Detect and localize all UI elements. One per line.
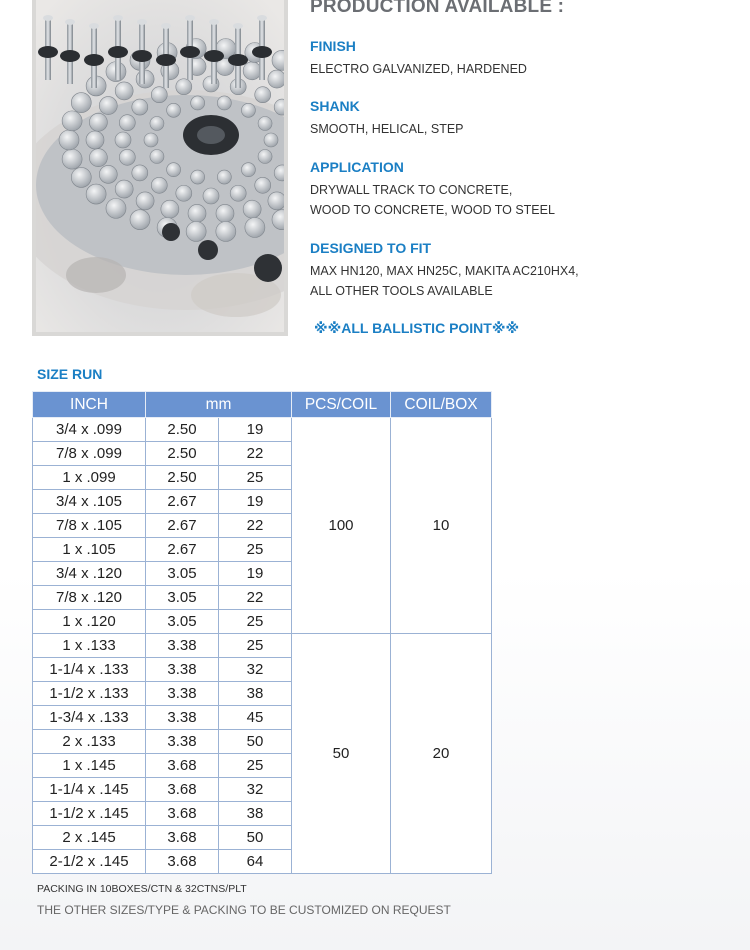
cell-length-mm: 19 xyxy=(219,562,292,586)
cell-inch: 2-1/2 x .145 xyxy=(33,850,146,874)
size-run-table xyxy=(32,391,492,874)
cell-length-mm: 22 xyxy=(219,514,292,538)
nail-head xyxy=(89,149,107,167)
spec-finish xyxy=(310,38,527,79)
nail-head xyxy=(255,177,271,193)
nail-washer xyxy=(180,46,200,58)
cell-diameter-mm: 3.05 xyxy=(146,586,219,610)
customization-note: THE OTHER SIZES/TYPE & PACKING TO BE CUSTOMIZED ON REQUEST xyxy=(37,903,451,917)
cell-inch: 3/4 x .120 xyxy=(33,562,146,586)
nail-head xyxy=(115,180,133,198)
nail-head xyxy=(115,132,131,148)
table-header-row xyxy=(33,392,492,418)
cell-length-mm: 19 xyxy=(219,418,292,442)
nail-head xyxy=(119,149,135,165)
nail-head xyxy=(150,149,164,163)
spec-heading: DESIGNED TO FIT xyxy=(310,240,432,256)
nail-head xyxy=(186,221,206,241)
nail-head xyxy=(176,185,192,201)
cell-inch: 3/4 x .105 xyxy=(33,490,146,514)
nail-head xyxy=(132,99,148,115)
cell-inch: 1 x .145 xyxy=(33,754,146,778)
cell-length-mm: 25 xyxy=(219,754,292,778)
cell-inch: 1 x .099 xyxy=(33,466,146,490)
cell-inch: 1-1/2 x .133 xyxy=(33,682,146,706)
cell-diameter-mm: 3.38 xyxy=(146,730,219,754)
cell-length-mm: 32 xyxy=(219,778,292,802)
nail-head xyxy=(130,210,150,230)
cell-diameter-mm: 2.50 xyxy=(146,418,219,442)
nail-head xyxy=(151,177,167,193)
nail-head xyxy=(89,113,107,131)
cell-inch: 1 x .133 xyxy=(33,634,146,658)
spec-line: ELECTRO GALVANIZED, HARDENED xyxy=(310,62,527,76)
nail-head xyxy=(255,87,271,103)
production-title: PRODUCTION AVAILABLE : xyxy=(310,0,565,17)
nail-head xyxy=(86,131,104,149)
cell-diameter-mm: 3.38 xyxy=(146,634,219,658)
cell-diameter-mm: 3.68 xyxy=(146,826,219,850)
spec-line: DRYWALL TRACK TO CONCRETE, xyxy=(310,183,513,197)
nail-washer xyxy=(108,46,128,58)
nail-tip xyxy=(65,19,75,25)
cell-length-mm: 25 xyxy=(219,634,292,658)
cell-inch: 2 x .133 xyxy=(33,730,146,754)
ballistic-point-note: ※※ALL BALLISTIC POINT※※ xyxy=(314,320,520,336)
nail-head xyxy=(243,200,261,218)
nail-head xyxy=(188,204,206,222)
cell-inch: 1 x .105 xyxy=(33,538,146,562)
table-row xyxy=(33,634,492,658)
nail-head xyxy=(216,221,236,241)
nail-head xyxy=(71,167,91,187)
nail-head xyxy=(245,217,265,237)
spec-line: MAX HN120, MAX HN25C, MAKITA AC210HX4, xyxy=(310,264,579,278)
cell-inch: 7/8 x .120 xyxy=(33,586,146,610)
cell-inch: 1 x .120 xyxy=(33,610,146,634)
nail-tip xyxy=(233,23,243,29)
cell-length-mm: 50 xyxy=(219,730,292,754)
product-photo xyxy=(32,0,288,336)
cell-diameter-mm: 2.67 xyxy=(146,490,219,514)
cell-inch: 7/8 x .105 xyxy=(33,514,146,538)
nail-head xyxy=(62,149,82,169)
cell-length-mm: 38 xyxy=(219,802,292,826)
cell-inch: 3/4 x .099 xyxy=(33,418,146,442)
spec-line: ALL OTHER TOOLS AVAILABLE xyxy=(310,284,493,298)
table-row xyxy=(33,418,492,442)
nail-washer xyxy=(204,50,224,62)
cell-diameter-mm: 2.67 xyxy=(146,514,219,538)
cell-length-mm: 50 xyxy=(219,826,292,850)
cell-diameter-mm: 3.38 xyxy=(146,706,219,730)
cell-diameter-mm: 3.38 xyxy=(146,658,219,682)
nail-head xyxy=(268,70,284,88)
spec-heading: FINISH xyxy=(310,38,356,54)
cell-diameter-mm: 3.68 xyxy=(146,802,219,826)
nail-tip xyxy=(257,15,267,21)
header-inch: INCH xyxy=(33,392,146,418)
cell-diameter-mm: 3.68 xyxy=(146,778,219,802)
nail-tip xyxy=(89,23,99,29)
coil-nails-image xyxy=(36,0,284,332)
nail-head xyxy=(132,165,148,181)
cell-inch: 1-1/4 x .145 xyxy=(33,778,146,802)
cell-inch: 2 x .145 xyxy=(33,826,146,850)
cell-diameter-mm: 3.38 xyxy=(146,682,219,706)
nail-head xyxy=(71,93,91,113)
cell-length-mm: 25 xyxy=(219,610,292,634)
spec-line: SMOOTH, HELICAL, STEP xyxy=(310,122,464,136)
nail-head xyxy=(59,130,79,150)
nail-head xyxy=(258,117,272,131)
nail-head xyxy=(203,188,219,204)
nail-head xyxy=(99,165,117,183)
nail-head xyxy=(115,82,133,100)
spec-designed-to-fit xyxy=(310,240,579,301)
cell-length-mm: 32 xyxy=(219,658,292,682)
nail-tip xyxy=(209,19,219,25)
nail-head xyxy=(136,192,154,210)
nail-head xyxy=(167,103,181,117)
nail-head xyxy=(268,192,284,210)
spec-heading: APPLICATION xyxy=(310,159,404,175)
spec-shank xyxy=(310,98,464,139)
cell-diameter-mm: 2.67 xyxy=(146,538,219,562)
spec-line: WOOD TO CONCRETE, WOOD TO STEEL xyxy=(310,203,555,217)
cell-inch: 1-1/4 x .133 xyxy=(33,658,146,682)
nail-head xyxy=(176,79,192,95)
cell-inch: 1-1/2 x .145 xyxy=(33,802,146,826)
nail-tip xyxy=(113,15,123,21)
cell-diameter-mm: 3.68 xyxy=(146,754,219,778)
spec-heading: SHANK xyxy=(310,98,360,114)
nail-head xyxy=(258,149,272,163)
cell-diameter-mm: 2.50 xyxy=(146,466,219,490)
nail-head xyxy=(136,70,154,88)
cell-length-mm: 64 xyxy=(219,850,292,874)
cell-coil-box: 10 xyxy=(391,418,492,634)
nail-head xyxy=(161,200,179,218)
nail-head xyxy=(243,62,261,80)
cell-pcs-coil: 50 xyxy=(292,634,391,874)
nail-head xyxy=(119,115,135,131)
nail-head xyxy=(230,185,246,201)
cell-diameter-mm: 2.50 xyxy=(146,442,219,466)
header-coil-box: COIL/BOX xyxy=(391,392,492,418)
nail-tip xyxy=(161,23,171,29)
nail-head xyxy=(106,198,126,218)
header-pcs-coil: PCS/COIL xyxy=(292,392,391,418)
nail-head xyxy=(191,170,205,184)
nail-head xyxy=(99,97,117,115)
nail-washer xyxy=(84,54,104,66)
nail-head xyxy=(62,111,82,131)
cell-length-mm: 19 xyxy=(219,490,292,514)
nail-tip xyxy=(185,15,195,21)
cell-length-mm: 45 xyxy=(219,706,292,730)
spec-application xyxy=(310,159,555,220)
nail-head xyxy=(241,103,255,117)
nail-head xyxy=(241,163,255,177)
nail-head xyxy=(86,184,106,204)
nail-head xyxy=(217,170,231,184)
nail-head xyxy=(144,133,158,147)
cell-length-mm: 22 xyxy=(219,586,292,610)
nail-head xyxy=(217,96,231,110)
cell-length-mm: 38 xyxy=(219,682,292,706)
cell-pcs-coil: 100 xyxy=(292,418,391,634)
nail-head xyxy=(150,117,164,131)
nail-washer xyxy=(156,54,176,66)
nail-head xyxy=(191,96,205,110)
cell-length-mm: 22 xyxy=(219,442,292,466)
cell-coil-box: 20 xyxy=(391,634,492,874)
cell-inch: 7/8 x .099 xyxy=(33,442,146,466)
nail-washer xyxy=(228,54,248,66)
nail-tip xyxy=(137,19,147,25)
cell-length-mm: 25 xyxy=(219,466,292,490)
cell-length-mm: 25 xyxy=(219,538,292,562)
cell-diameter-mm: 3.05 xyxy=(146,562,219,586)
nail-washer xyxy=(252,46,272,58)
nail-washer xyxy=(132,50,152,62)
cell-diameter-mm: 3.05 xyxy=(146,610,219,634)
nail-head xyxy=(167,163,181,177)
nail-head xyxy=(264,133,278,147)
nail-washer xyxy=(60,50,80,62)
nail-head xyxy=(151,87,167,103)
size-run-title: SIZE RUN xyxy=(37,366,103,382)
nail-washer xyxy=(38,46,58,58)
cell-diameter-mm: 3.68 xyxy=(146,850,219,874)
nail-tip xyxy=(43,15,53,21)
cell-inch: 1-3/4 x .133 xyxy=(33,706,146,730)
header-mm: mm xyxy=(146,392,292,418)
nail-head xyxy=(216,204,234,222)
packing-note: PACKING IN 10BOXES/CTN & 32CTNS/PLT xyxy=(37,883,247,895)
